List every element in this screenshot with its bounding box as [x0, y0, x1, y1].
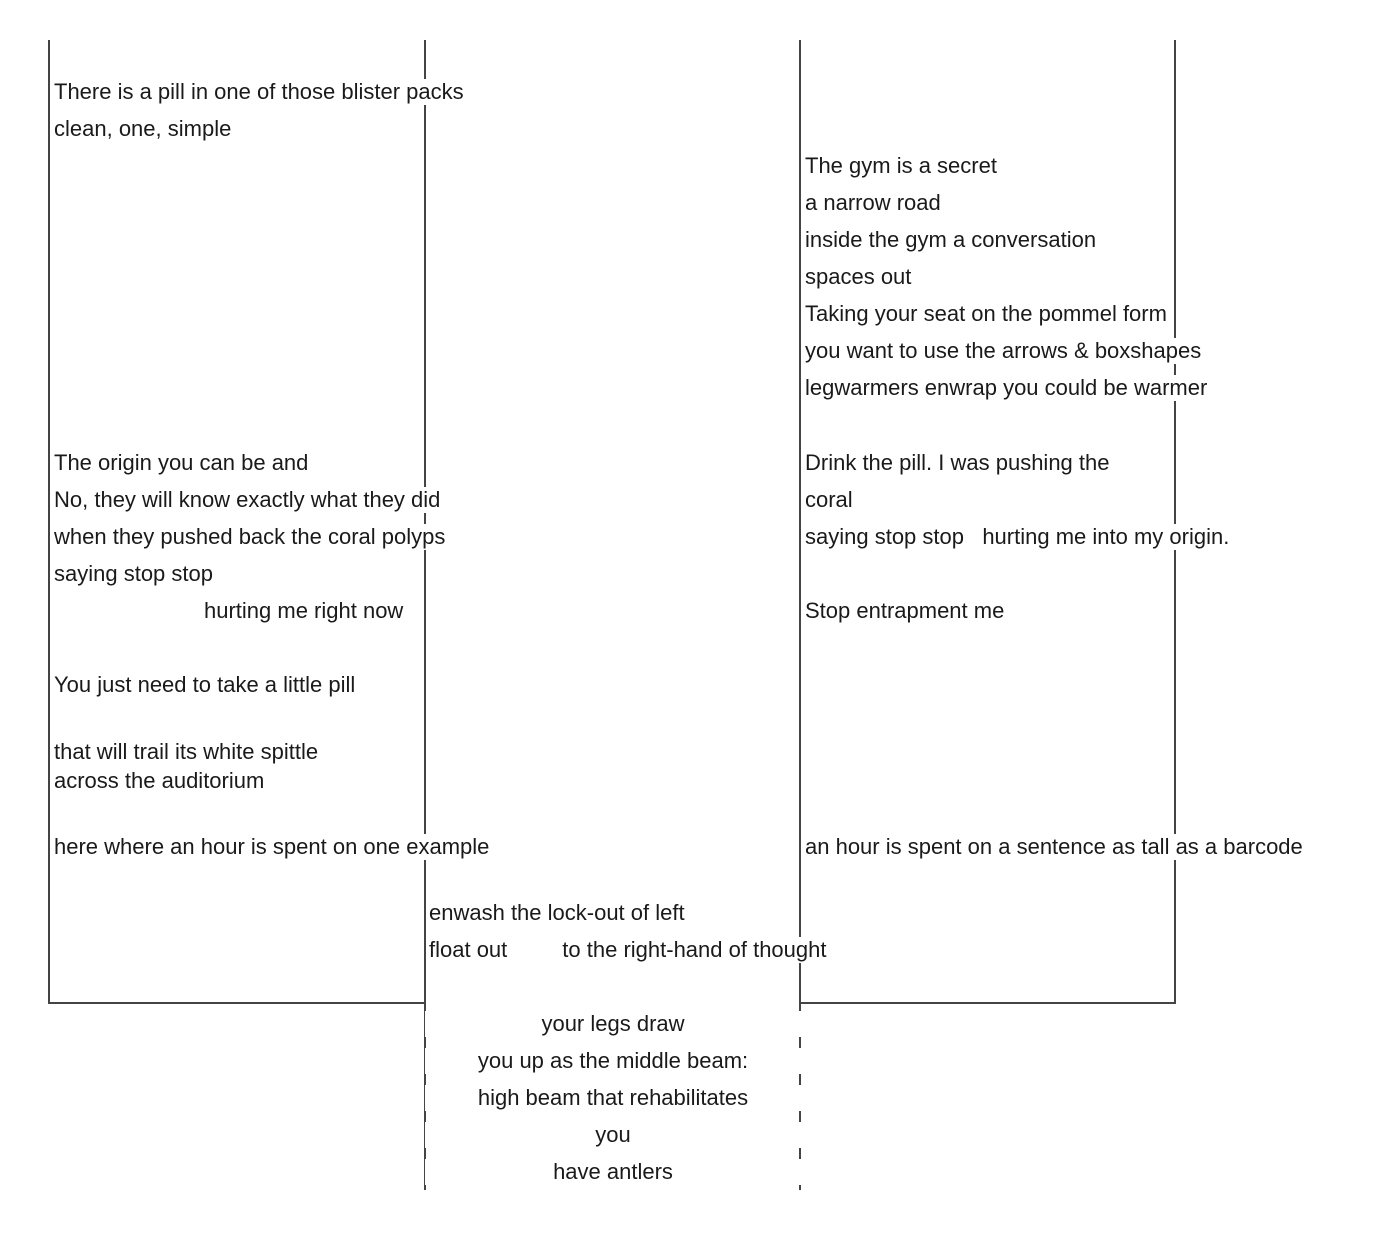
poem-line: you want to use the arrows & boxshapes: [805, 338, 1202, 363]
poem-line: legwarmers enwrap you could be warmer: [805, 375, 1208, 400]
poem-line: enwash the lock-out of left: [429, 900, 685, 925]
poem-line: The origin you can be and: [54, 450, 309, 475]
left-outer-bar: [48, 40, 50, 1004]
poem-line: clean, one, simple: [54, 116, 232, 141]
poem-line: You just need to take a little pill: [54, 672, 356, 697]
poem-line: float out to the right-hand of thought: [429, 937, 827, 962]
poem-line: saying stop stop: [54, 561, 213, 586]
poem-line: your legs draw: [425, 1011, 801, 1037]
poem-line: when they pushed back the coral polyps: [54, 524, 446, 549]
poem-line: you: [425, 1122, 801, 1148]
left-base-beam: [48, 1002, 426, 1004]
poem-line: There is a pill in one of those blister packs: [54, 79, 464, 104]
poem-line: that will trail its white spittle: [54, 739, 319, 764]
poem-line: spaces out: [805, 264, 912, 289]
poem-line: coral: [805, 487, 853, 512]
poem-line: an hour is spent on a sentence as tall as a barcode: [805, 834, 1303, 859]
poem-line: across the auditorium: [54, 768, 265, 793]
poem-line: here where an hour is spent on one example: [54, 834, 490, 859]
poem-line: high beam that rehabilitates: [425, 1085, 801, 1111]
poem-line: hurting me right now: [204, 598, 404, 623]
poem-line: The gym is a secret: [805, 153, 997, 178]
poem-line: Taking your seat on the pommel form: [805, 301, 1167, 326]
poem-line: Stop entrapment me: [805, 598, 1005, 623]
poem-line: have antlers: [425, 1159, 801, 1185]
right-base-beam: [799, 1002, 1176, 1004]
poem-line: inside the gym a conversation: [805, 227, 1097, 252]
poem-line: saying stop stop hurting me into my origin.: [805, 524, 1230, 549]
poem-line: a narrow road: [805, 190, 941, 215]
poem-line: you up as the middle beam:: [425, 1048, 801, 1074]
poem-line: No, they will know exactly what they did: [54, 487, 441, 512]
poem-line: Drink the pill. I was pushing the: [805, 450, 1110, 475]
